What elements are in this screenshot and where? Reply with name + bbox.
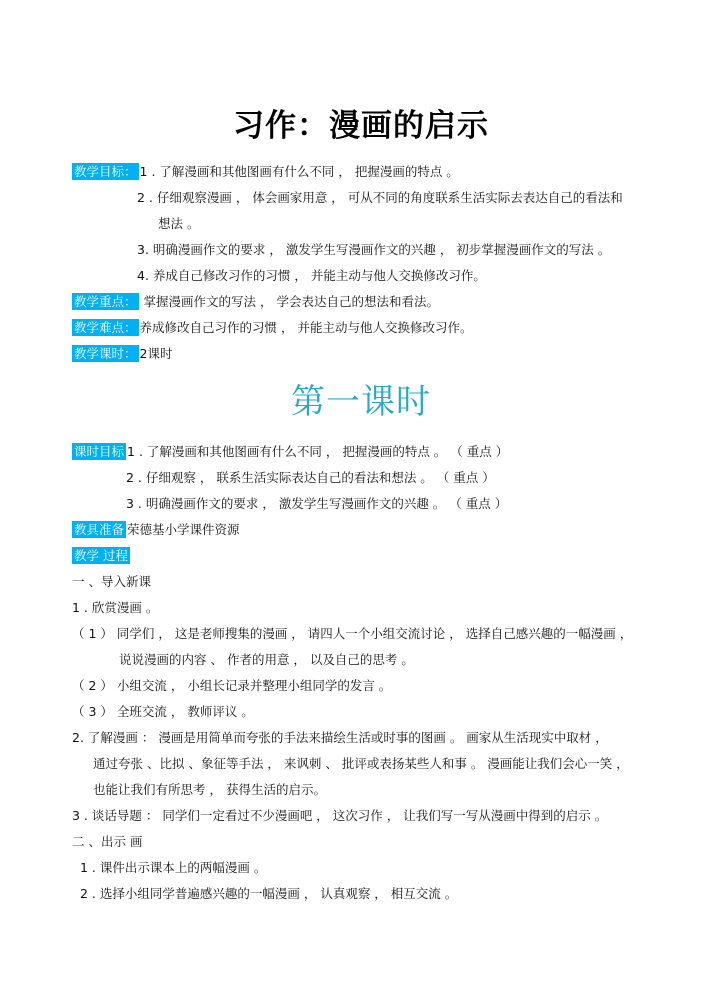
key-tag: 教学重点： (74, 294, 137, 309)
body-line-understand: 2. 了解漫画 ： 漫画是用简单而夸张的手法来描绘生活或时事的图画 。 画家从生活现实中取材 ， (72, 730, 608, 745)
body-line-step2: （ 2 ） 小组交流 ， 小组长记录并整理小组同学的发言 。 (72, 678, 392, 693)
document-title: 习作：漫画的启示 (233, 108, 489, 144)
body-line-appreciate: 1 . 欣赏漫画 。 (72, 600, 159, 615)
lesson-goals-line-1 (72, 443, 508, 461)
lesson-goal-1: 1 . 了解漫画和其他图画有什么不同 ， 把握漫画的特点 。 （ 重点 ） (127, 444, 509, 459)
tools-line (72, 521, 240, 539)
body-line-step3: （ 3 ） 全班交流 ， 教师评议 。 (72, 704, 254, 719)
difficulty-text: 养成修改自己习作的习惯 ， 并能主动与他人交换修改习作。 (139, 320, 473, 335)
difficulty-line (72, 319, 472, 337)
process-line (72, 547, 131, 565)
body-line-understand-cont-1: 通过夸张 、比拟 、象征等手法 ， 来讽刺 、 批评或表扬某些人和事 。 漫画能让我们会心一笑 ， (93, 756, 629, 771)
body-line-understand-cont-2: 也能让我们有所思考 ， 获得生活的启示。 (93, 782, 326, 797)
process-tag: 教学 过程 (74, 548, 128, 563)
goal-3: 3. 明确漫画作文的要求 ， 激发学生写漫画作文的兴趣 ， 初步掌握漫画作文的写法 。 (137, 242, 611, 257)
goal-2-cont: 想法 。 (158, 216, 200, 231)
body-line-step1: （ 1 ） 同学们 ， 这是老师搜集的漫画 ， 请四人一个小组交流讨论 ， 选择自己感兴趣的一幅漫画 ， (72, 626, 633, 641)
key-line (72, 293, 439, 311)
section-show-heading: 二 、出示 画 (72, 834, 143, 849)
body-line-step1-cont: 说说漫画的内容 、 作者的用意 ， 以及自己的思考 。 (119, 652, 414, 667)
goal-4: 4. 养成自己修改习作的习惯 ， 并能主动与他人交换修改习作。 (137, 268, 486, 283)
lesson-goals-tag: 课时目标 (74, 444, 125, 459)
difficulty-tag: 教学难点： (74, 320, 137, 335)
goals-tag: 教学目标： (74, 164, 137, 179)
lesson-goal-3: 3 . 明确漫画作文的要求 ， 激发学生写漫画作文的兴趣 。 （ 重点 ） (126, 496, 508, 511)
lesson-title: 第一课时 (291, 382, 431, 422)
body-line-show-2: 2 . 选择小组同学普遍感兴趣的一幅漫画 ， 认真观察 ， 相互交流 。 (80, 886, 458, 901)
goal-2: 2 . 仔细观察漫画 ， 体会画家用意 ， 可从不同的角度联系生活实际去表达自己的看法和 (137, 190, 623, 205)
tools-tag: 教具准备 (74, 522, 125, 537)
body-line-topic: 3 . 谈话导题 ： 同学们一定看过不少漫画吧 ， 这次习作 ， 让我们写一写从漫画中得到的启示 。 (72, 808, 608, 823)
goals-line-1 (72, 163, 459, 181)
hours-line (72, 345, 172, 363)
hours-tag: 教学课时： (74, 346, 137, 361)
tools-text: 荣德基小学课件资源 (127, 522, 240, 537)
goal-1: 1 . 了解漫画和其他图画有什么不同 ， 把握漫画的特点 。 (139, 164, 459, 179)
body-line-show-1: 1 . 课件出示课本上的两幅漫画 。 (80, 860, 267, 875)
section-intro-heading: 一 、导入新课 (72, 574, 151, 589)
hours-text: 2课时 (139, 346, 173, 361)
lesson-goal-2: 2 . 仔细观察 ， 联系生活实际表达自己的看法和想法 。 （ 重点 ） (126, 470, 495, 485)
key-text: 掌握漫画作文的写法 ， 学会表达自己的想法和看法。 (143, 294, 439, 309)
